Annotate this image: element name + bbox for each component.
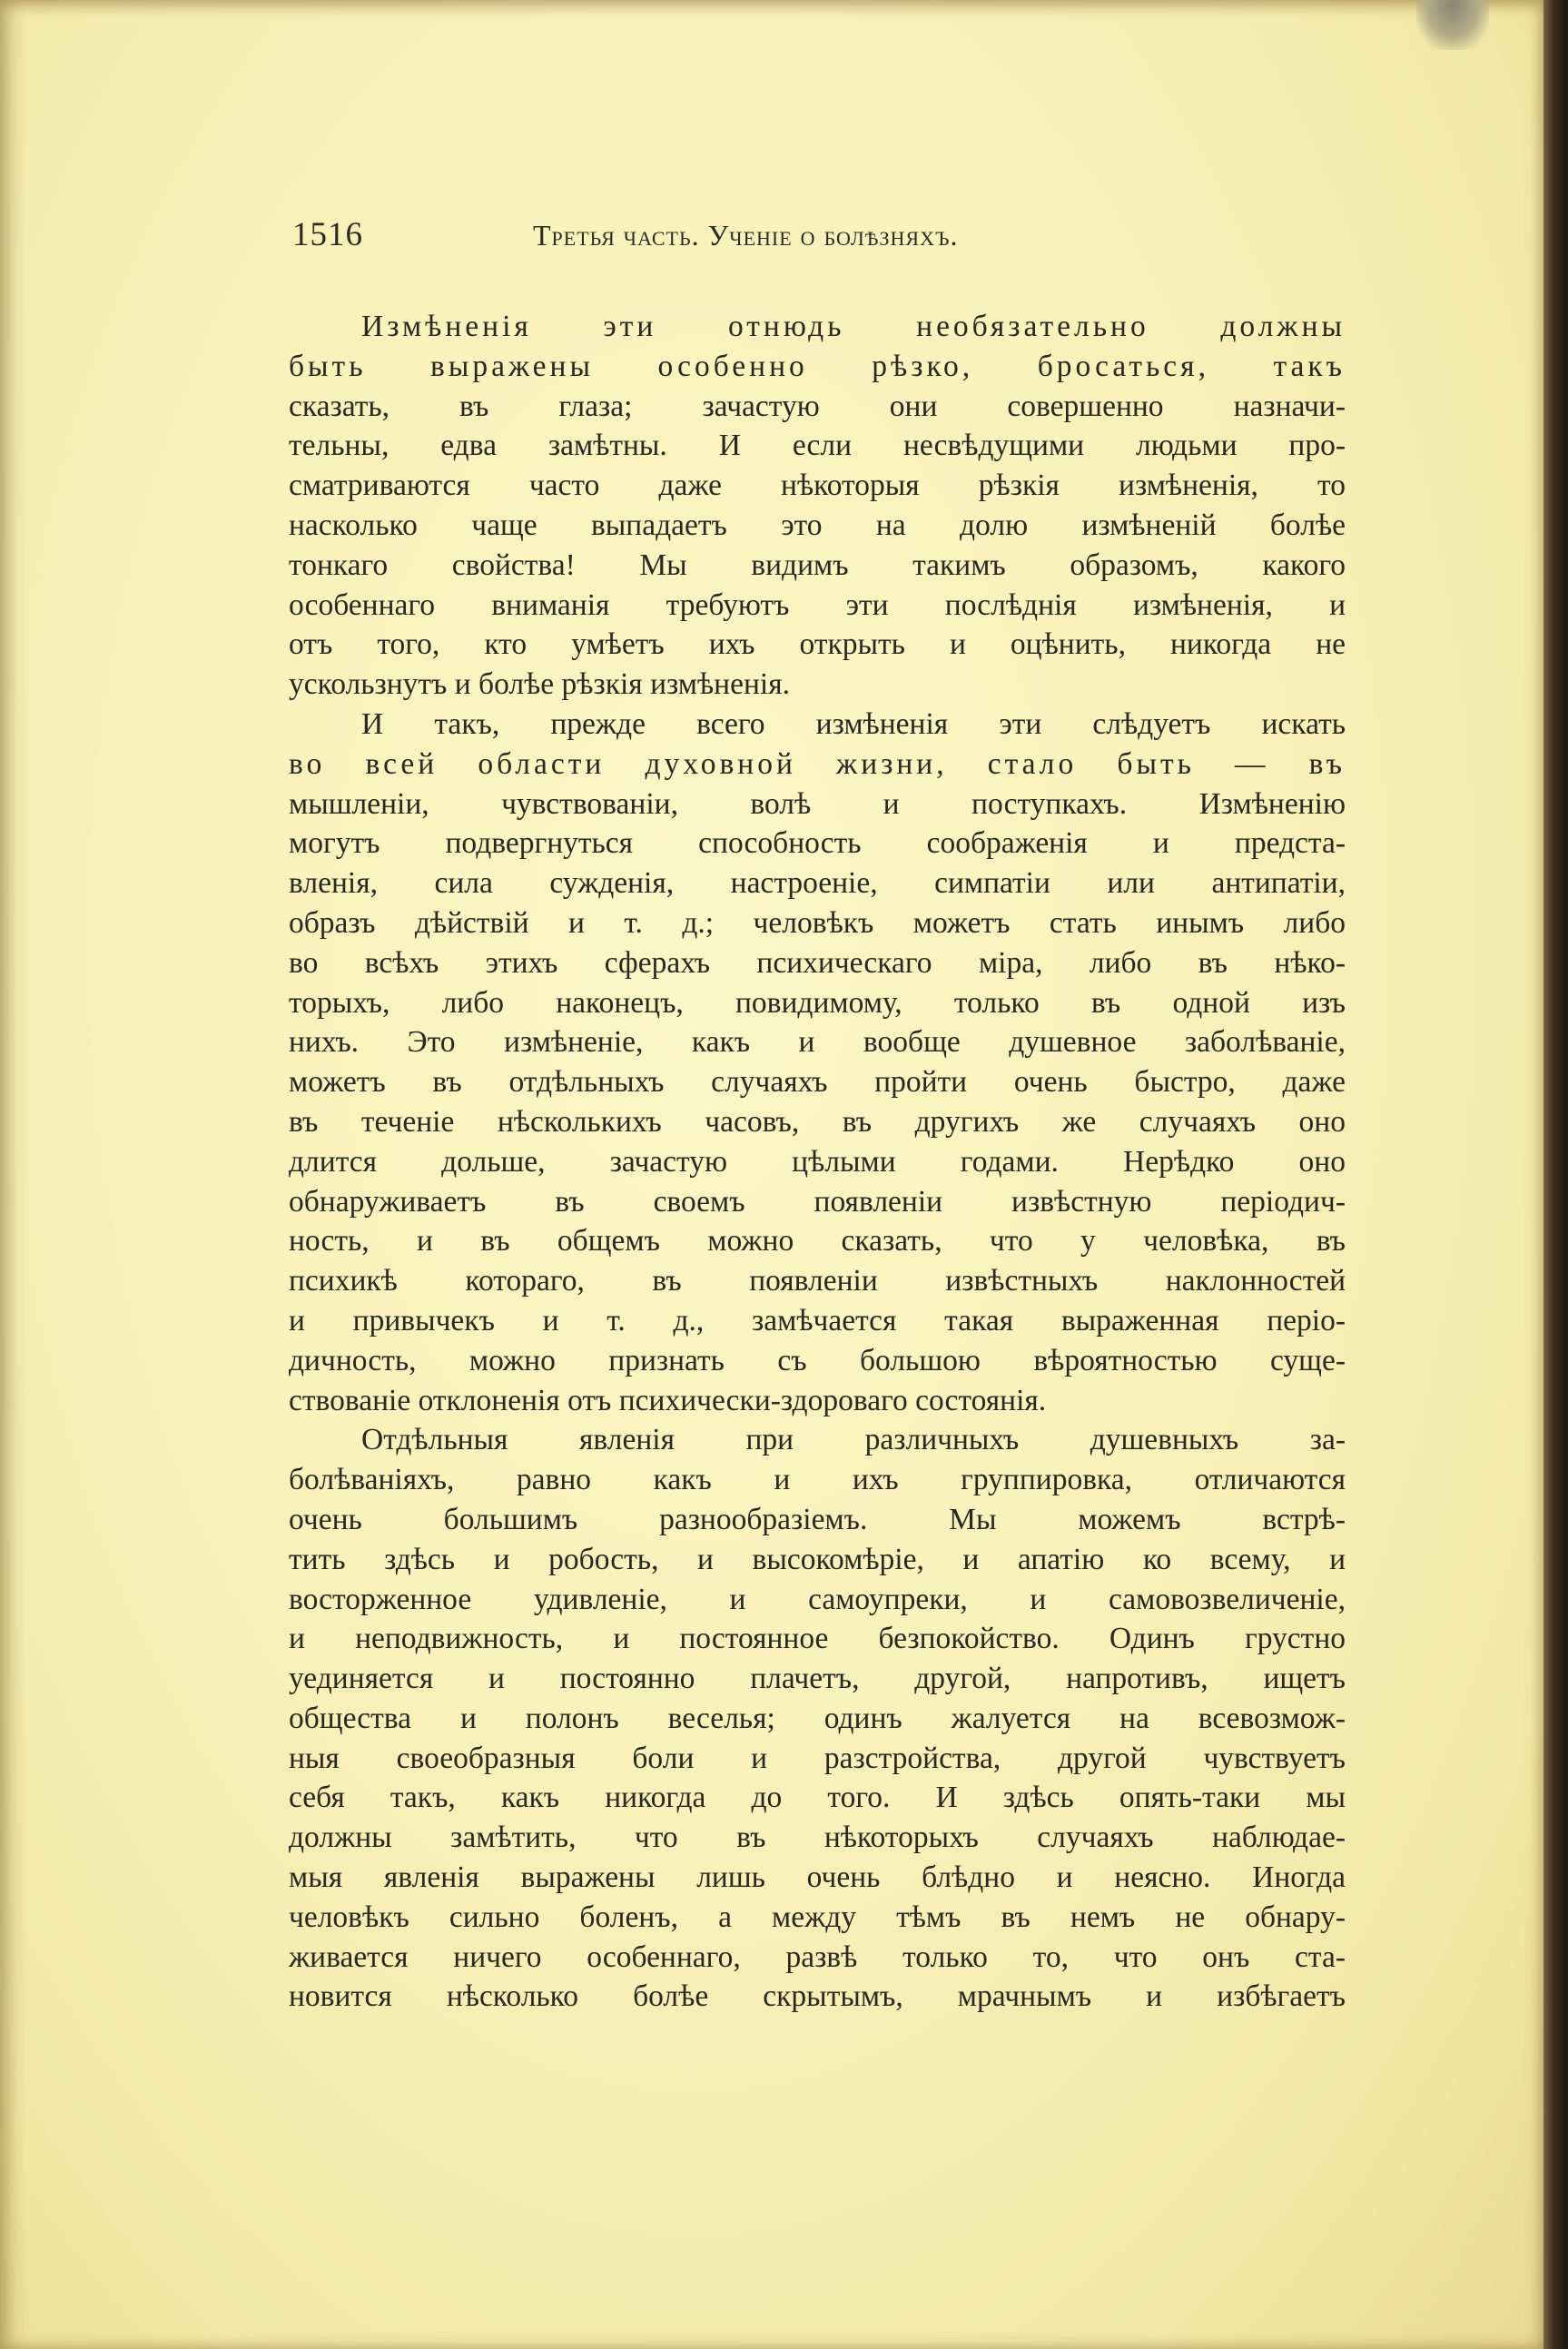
text-line: могутъ подвергнуться способность соображенія и предста-: [289, 826, 1346, 861]
text-line: ствованіе отклоненія отъ психически-здороваго состоянія.: [289, 1383, 1047, 1417]
text-line: образъ дѣйствій и т. д.; человѣкъ можетъ стать инымъ либо: [289, 905, 1346, 940]
text-line: общества и полонъ веселья; одинъ жалуется на всевозмож-: [289, 1701, 1346, 1735]
text-line: новится нѣсколько болѣе скрытымъ, мрачнымъ и избѣгаетъ: [289, 1979, 1346, 2014]
text-line: нихъ. Это измѣненіе, какъ и вообще душевное заболѣваніе,: [289, 1025, 1346, 1060]
text-line: торыхъ, либо наконецъ, повидимому, только въ одной изъ: [289, 985, 1346, 1020]
text-line: тить здѣсь и робость, и высокомѣріе, и апатію ко всему, и: [289, 1542, 1346, 1576]
text-line: сматриваются часто даже нѣкоторыя рѣзкія измѣненія, то: [289, 469, 1346, 503]
text-line: отъ того, кто умѣетъ ихъ открыть и оцѣнить, никогда не: [289, 627, 1346, 662]
text-line: во всей области духовной жизни, стало быть — въ: [289, 746, 1346, 781]
text-line: человѣкъ сильно боленъ, а между тѣмъ въ немъ не обнару-: [289, 1900, 1346, 1934]
text-line: ность, и въ общемъ можно сказать, что у человѣка, въ: [289, 1224, 1346, 1258]
text-line: мышленіи, чувствованіи, волѣ и поступкахъ. Измѣненію: [289, 786, 1346, 821]
text-line: ускользнутъ и болѣе рѣзкія измѣненія.: [289, 667, 790, 702]
book-spine-edge: [1543, 0, 1568, 2349]
text-line: въ теченіе нѣсколькихъ часовъ, въ другихъ же случаяхъ оно: [289, 1104, 1346, 1139]
text-line: обнаруживаетъ въ своемъ появленіи извѣстную періодич-: [289, 1184, 1346, 1219]
text-line: тельны, едва замѣтны. И если несвѣдущими людьми про-: [289, 429, 1346, 463]
text-line: и привычекъ и т. д., замѣчается такая выраженная періо-: [289, 1303, 1346, 1337]
text-line: вленія, сила сужденія, настроеніе, симпатіи или антипатіи,: [289, 866, 1346, 901]
page-fold-mark: [1416, 0, 1489, 50]
text-line: во всѣхъ этихъ сферахъ психическаго міра, либо въ нѣко-: [289, 945, 1346, 980]
text-line: можетъ въ отдѣльныхъ случаяхъ пройти очень быстро, даже: [289, 1065, 1346, 1100]
text-line: Измѣненія эти отнюдь необязательно должны: [361, 310, 1346, 343]
text-line: тонкаго свойства! Мы видимъ такимъ образомъ, какого: [289, 548, 1346, 582]
text-line: Отдѣльныя явленія при различныхъ душевныхъ за-: [361, 1423, 1346, 1457]
text-line: живается ничего особеннаго, развѣ только то, что онъ ста-: [289, 1939, 1346, 1974]
page-header: [292, 215, 1346, 261]
text-line: и неподвижность, и постоянное безпокойство. Одинъ грустно: [289, 1622, 1346, 1656]
body-text: [289, 307, 1346, 2017]
text-line: себя такъ, какъ никогда до того. И здѣсь опять-таки мы: [289, 1781, 1346, 1815]
text-line: очень большимъ разнообразіемъ. Мы можемъ встрѣ-: [289, 1502, 1346, 1536]
text-line: быть выражены особенно рѣзко, бросаться, такъ: [289, 349, 1346, 383]
text-line: насколько чаще выпадаетъ это на долю измѣненій болѣе: [289, 508, 1346, 542]
running-title: Третья часть. Ученіе о болѣзняхъ.: [533, 219, 959, 252]
text-line: ныя своеобразныя боли и разстройства, другой чувствуетъ: [289, 1741, 1346, 1775]
text-line: особеннаго вниманія требуютъ эти послѣднія измѣненія, и: [289, 587, 1346, 622]
text-line: сказать, въ глаза; зачастую они совершенно назначи-: [289, 389, 1346, 423]
text-line: должны замѣтить, что въ нѣкоторыхъ случаяхъ наблюдае-: [289, 1821, 1346, 1855]
text-line: уединяется и постоянно плачетъ, другой, напротивъ, ищетъ: [289, 1662, 1346, 1696]
text-line: И такъ, прежде всего измѣненія эти слѣдуетъ искать: [361, 706, 1346, 741]
text-line: психикѣ котораго, въ появленіи извѣстныхъ наклонностей: [289, 1264, 1346, 1298]
text-line: дичность, можно признать съ большою вѣроятностью суще-: [289, 1343, 1346, 1377]
page-number: 1516: [292, 216, 363, 253]
text-line: длится дольше, зачастую цѣлыми годами. Нерѣдко оно: [289, 1144, 1346, 1179]
text-line: восторженное удивленіе, и самоупреки, и самовозвеличеніе,: [289, 1582, 1346, 1616]
text-line: болѣваніяхъ, равно какъ и ихъ группировка, отличаются: [289, 1463, 1346, 1497]
text-line: мыя явленія выражены лишь очень блѣдно и неясно. Иногда: [289, 1860, 1346, 1895]
